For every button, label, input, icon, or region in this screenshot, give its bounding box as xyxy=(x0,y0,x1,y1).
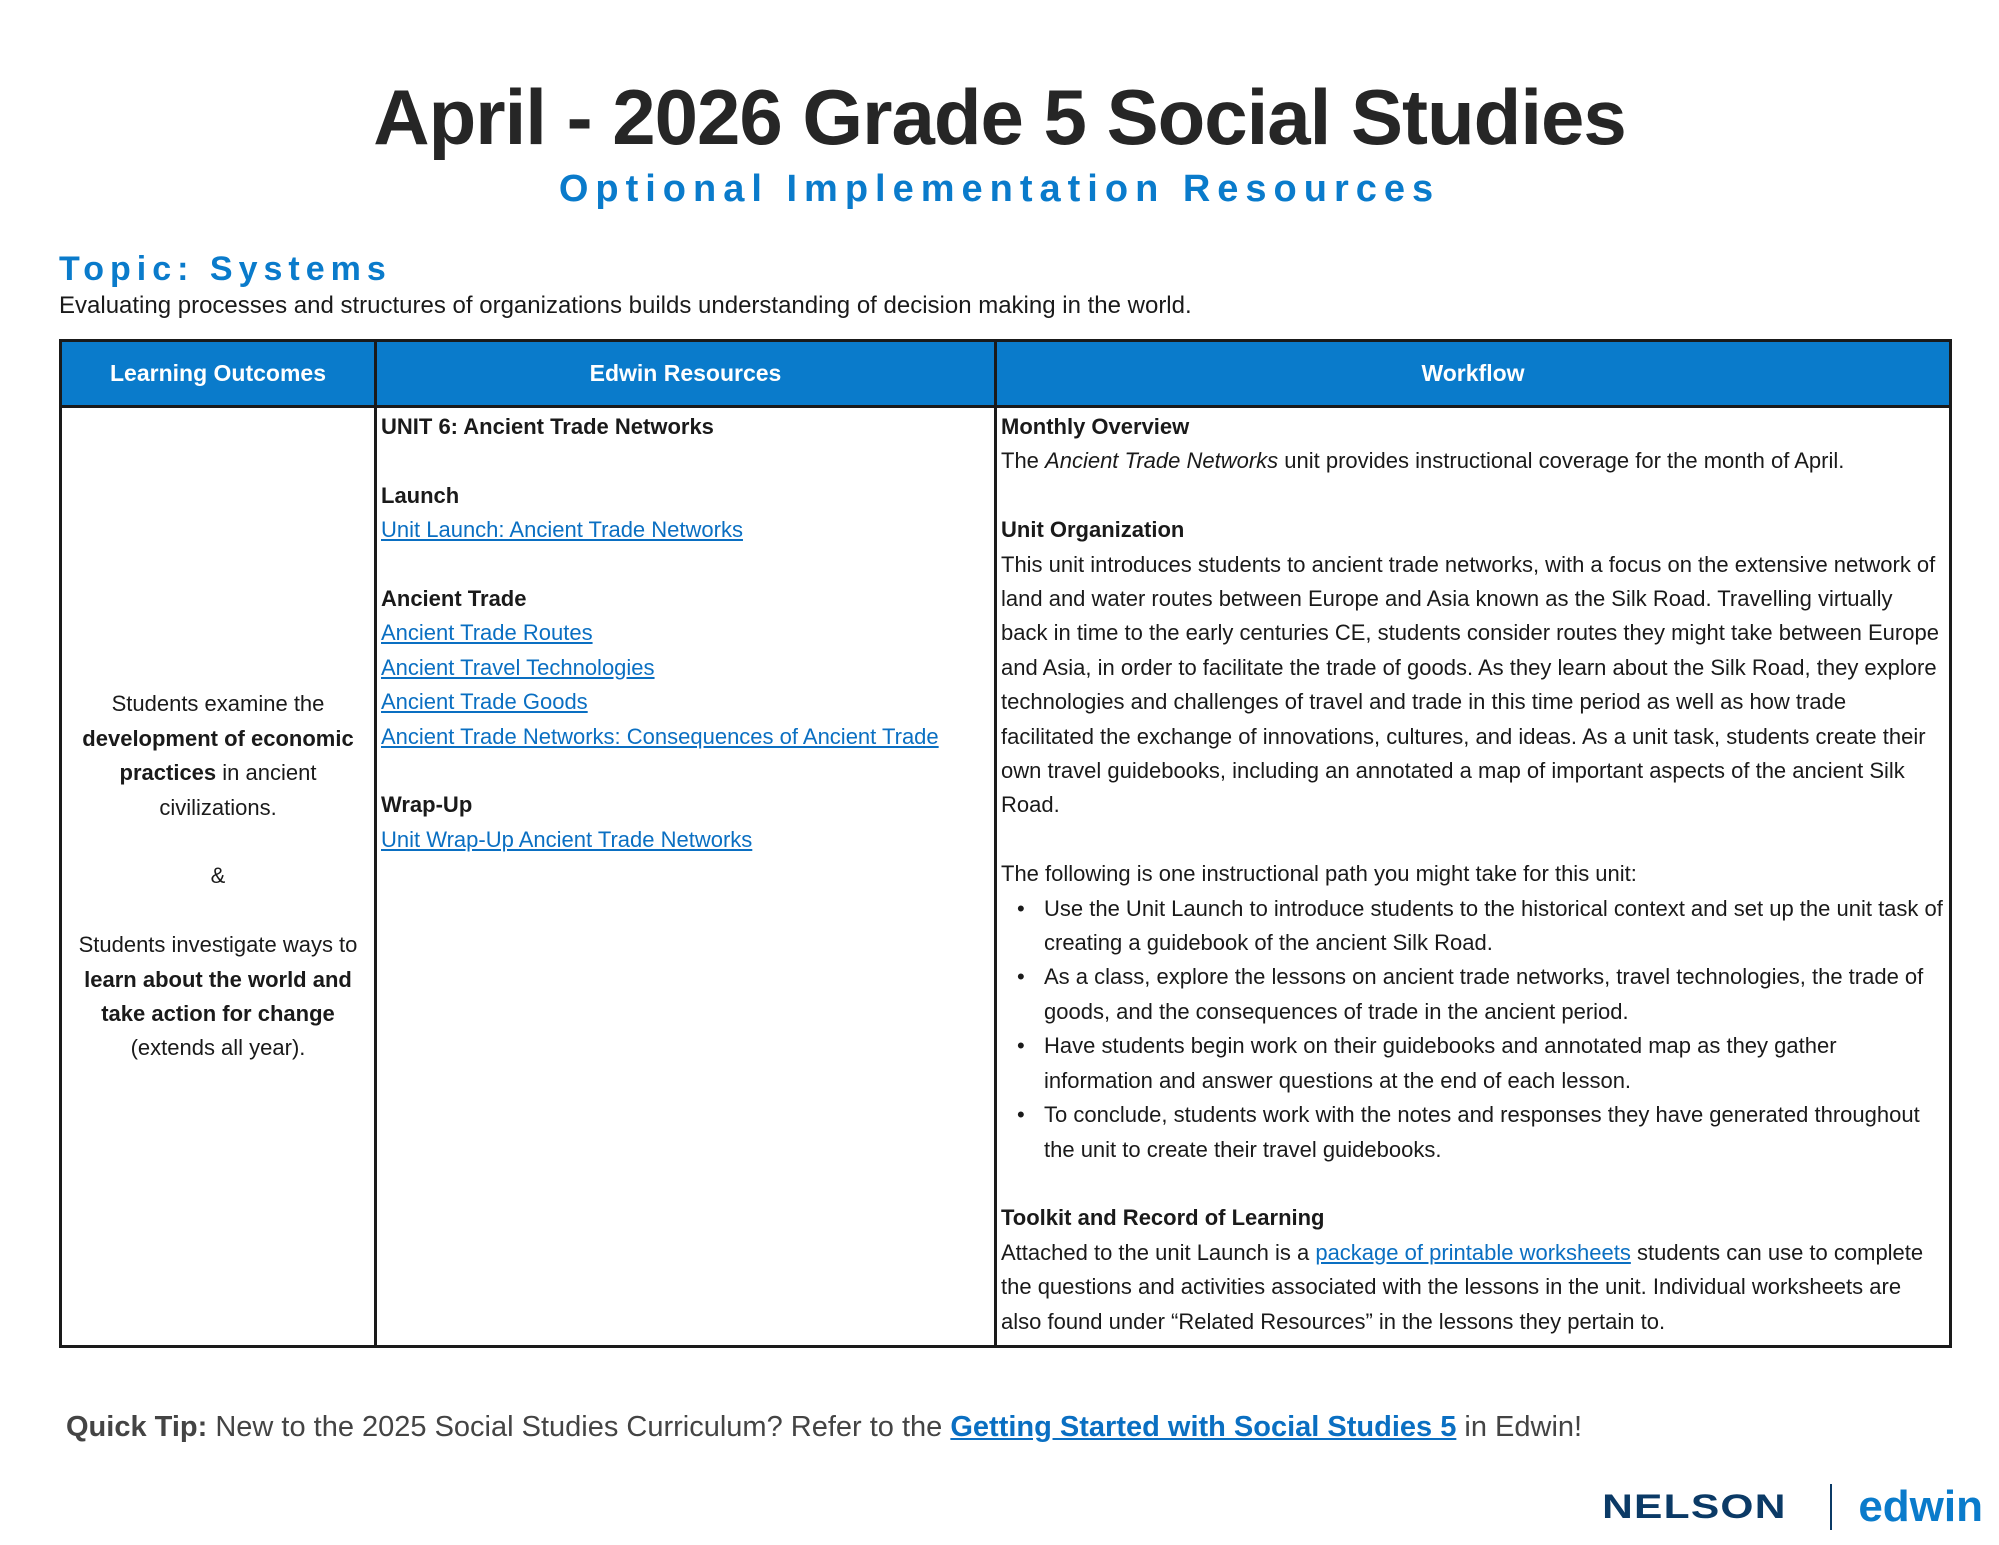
page-subtitle: Optional Implementation Resources xyxy=(558,168,1441,210)
outcome-2-pre: Students investigate ways to xyxy=(78,932,358,958)
wrap-up-heading: Wrap-Up xyxy=(381,792,473,818)
bullet-icon: • xyxy=(1017,964,1025,990)
toolkit-text xyxy=(1001,1236,1945,1339)
list-item-text: Use the Unit Launch to introduce students to the historical context and set up the unit task of creating a guidebook of the ancient Silk Road. xyxy=(1044,895,1943,956)
logo-divider xyxy=(1830,1484,1832,1530)
list-item xyxy=(1001,1029,1945,1098)
list-item xyxy=(1001,892,1945,961)
footer-logos xyxy=(1601,1482,1983,1532)
ancient-trade-goods-link[interactable]: Ancient Trade Goods xyxy=(381,689,588,715)
ancient-trade-heading: Ancient Trade xyxy=(381,586,527,611)
toolkit-heading: Toolkit and Record of Learning xyxy=(1001,1205,1325,1231)
toolkit-pre: Attached to the unit Launch is a xyxy=(1001,1239,1316,1265)
outcome-2 xyxy=(66,928,370,1066)
outcome-2-bold: learn about the world and take action for change xyxy=(84,966,352,1026)
toolkit-post: students can use to complete the questions and activities associated with the lessons in the unit. Individual worksheets are also found under “Related Resources” in the lessons they pertain to. xyxy=(1001,1239,1924,1334)
ancient-trade-routes-link[interactable]: Ancient Trade Routes xyxy=(381,620,593,646)
header-edwin-resources: Edwin Resources xyxy=(376,341,996,407)
bullet-icon: • xyxy=(1017,1102,1025,1128)
list-item-text: To conclude, students work with the notes and responses they have generated throughout the unit to create their travel guidebooks. xyxy=(1044,1102,1920,1162)
table-row xyxy=(61,407,1951,1347)
consequences-of-ancient-trade-link[interactable]: Ancient Trade Networks: Consequences of Ancient Trade xyxy=(381,723,939,749)
quick-tip-label: Quick Tip: xyxy=(66,1411,208,1443)
topic-label: Topic: Systems xyxy=(59,250,392,288)
unit-title: UNIT 6: Ancient Trade Networks xyxy=(381,414,714,439)
quick-tip-pre: New to the 2025 Social Studies Curriculum? Refer to the xyxy=(207,1411,951,1443)
getting-started-link[interactable]: Getting Started with Social Studies 5 xyxy=(950,1411,1457,1443)
monthly-overview-heading: Monthly Overview xyxy=(1001,414,1190,439)
bullet-icon: • xyxy=(1017,1033,1025,1059)
outcome-1-pre: Students examine the xyxy=(111,691,325,717)
list-item-text: Have students begin work on their guidebooks and annotated map as they gather information and answer questions at the end of each lesson. xyxy=(1044,1033,1837,1093)
outcome-ampersand: & xyxy=(210,863,226,889)
overview-post: unit provides instructional coverage for the month of April. xyxy=(1278,448,1845,474)
nelson-logo: NELSON xyxy=(1601,1487,1787,1526)
edwin-resources-cell xyxy=(376,407,996,1347)
ancient-travel-technologies-link[interactable]: Ancient Travel Technologies xyxy=(381,654,655,680)
topic-description: Evaluating processes and structures of organizations builds understanding of decision making in the world. xyxy=(59,292,1192,319)
bullet-icon: • xyxy=(1017,895,1025,921)
list-item-text: As a class, explore the lessons on ancient trade networks, travel technologies, the trade of goods, and the consequences of trade in the ancient period. xyxy=(1044,964,1924,1024)
quick-tip xyxy=(66,1411,1582,1444)
header-workflow: Workflow xyxy=(996,341,1951,407)
launch-heading: Launch xyxy=(381,482,460,508)
overview-pre: The xyxy=(1001,448,1046,474)
list-item xyxy=(1001,960,1945,1029)
monthly-overview-text xyxy=(1001,444,1945,478)
overview-unit-name: Ancient Trade Networks xyxy=(1045,448,1279,474)
instructional-path-list xyxy=(1001,892,1945,1167)
learning-outcomes-cell xyxy=(61,407,376,1347)
workflow-cell xyxy=(996,407,1951,1347)
quick-tip-post: in Edwin! xyxy=(1456,1411,1583,1443)
table-header-row xyxy=(61,341,1951,407)
header-learning-outcomes: Learning Outcomes xyxy=(61,341,376,407)
instructional-path-intro: The following is one instructional path you might take for this unit: xyxy=(1001,861,1637,887)
unit-organization-heading: Unit Organization xyxy=(1001,517,1185,543)
page-title: April - 2026 Grade 5 Social Studies xyxy=(373,73,1626,161)
resources-table xyxy=(59,339,1952,1348)
printable-worksheets-link[interactable]: package of printable worksheets xyxy=(1315,1239,1631,1265)
outcome-1-bold: development of economic practices xyxy=(82,725,354,786)
outcome-1-post: in ancient civilizations. xyxy=(159,760,317,820)
unit-wrap-up-link[interactable]: Unit Wrap-Up Ancient Trade Networks xyxy=(381,826,753,852)
unit-launch-link[interactable]: Unit Launch: Ancient Trade Networks xyxy=(381,517,743,543)
edwin-logo: edwin xyxy=(1858,1482,1983,1531)
list-item xyxy=(1001,1098,1945,1167)
outcome-1 xyxy=(66,687,370,825)
unit-organization-text: This unit introduces students to ancient trade networks, with a focus on the extensive network of land and water routes between Europe and Asia known as the Silk Road. Travelling virtually back in time to the early centuries CE, students consider routes they might take between Europe and Asia, in order to facilitate the trade of goods. As they learn about the Silk Road, they explore technologies and challenges of travel and trade in this time period as well as how trade facilitated the exchange of innovations, cultures, and ideas. As a unit task, students create their own travel guidebooks, including an annotated a map of important aspects of the ancient Silk Road. xyxy=(1001,551,1939,818)
outcome-2-post: (extends all year). xyxy=(130,1035,306,1061)
